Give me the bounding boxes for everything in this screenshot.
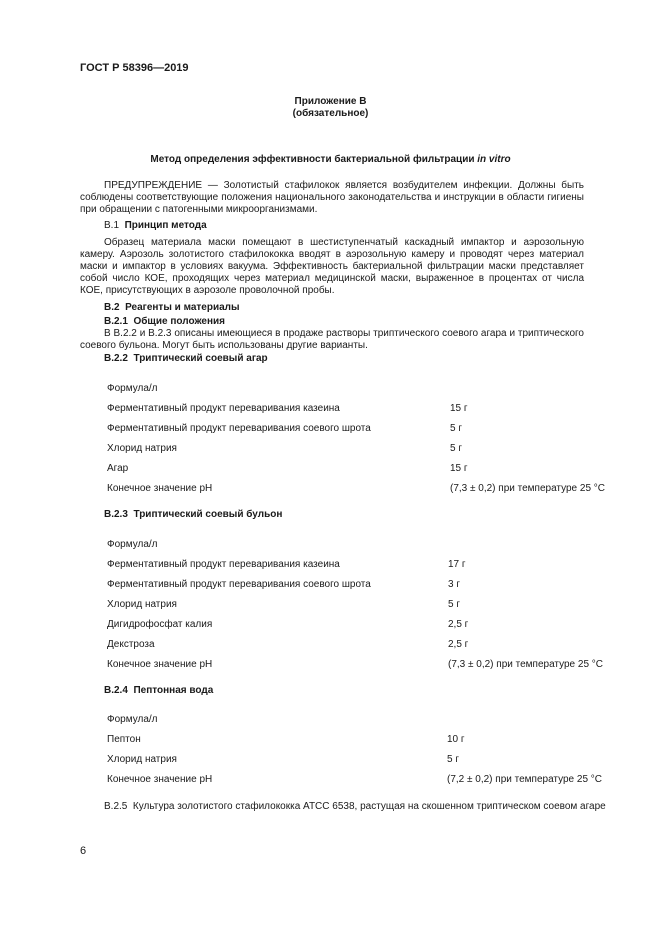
- ingredient-amount: (7,3 ± 0,2) при температуре 25 °С: [448, 659, 604, 670]
- ingredient-name: Ферментативный продукт переваривания соевого шрота: [107, 579, 371, 590]
- ingredient-name: Хлорид натрия: [107, 754, 177, 765]
- table-row: [107, 639, 627, 651]
- ingredient-amount: 3 г: [448, 579, 460, 590]
- document-title-italic: in vitro: [477, 154, 511, 165]
- formula-label: Формула/л: [107, 714, 158, 725]
- section-number: В.2.5: [104, 801, 128, 812]
- section-heading-b22: [104, 353, 268, 365]
- ingredient-name: Хлорид натрия: [107, 599, 177, 610]
- ingredient-amount: 5 г: [450, 443, 462, 454]
- ingredient-name: Декстроза: [107, 639, 155, 650]
- table-row: [107, 659, 627, 671]
- section-number: В.2.1: [104, 316, 128, 327]
- ingredient-name: Ферментативный продукт переваривания казеина: [107, 559, 340, 570]
- section-title: Триптический соевый бульон: [133, 509, 283, 520]
- section-heading-b1: [104, 220, 207, 232]
- document-header: ГОСТ Р 58396—2019: [80, 62, 189, 74]
- section-b1-text: Образец материала маски помещают в шестиступенчатый каскадный импактор и аэрозольную камеру. Аэрозоль золотистого стафилококка вводят в аэрозольную камеру и проводят через материал маски и импактор в условиях вакуума. Эффективность бактериальной фильтрации маски представляет собой число КОЕ, проходящих через материал медицинской маски, выраженное в процентах от числа КОЕ, присутствующих в аэрозоле проволочной пробы.: [80, 237, 584, 296]
- ingredient-amount: (7,3 ± 0,2) при температуре 25 °С: [450, 483, 606, 494]
- ingredient-amount: 15 г: [450, 403, 468, 414]
- section-title: Принцип метода: [124, 220, 207, 231]
- ingredient-amount: 15 г: [450, 463, 468, 474]
- table-row: [107, 403, 627, 415]
- document-title: [0, 154, 661, 166]
- table-row: [107, 463, 627, 475]
- ingredient-name: Ферментативный продукт переваривания соевого шрота: [107, 423, 371, 434]
- section-number: В.2: [104, 302, 120, 313]
- section-title: Пептонная вода: [133, 685, 214, 696]
- appendix-status: (обязательное): [292, 108, 369, 119]
- ingredient-amount: 5 г: [448, 599, 460, 610]
- section-text: Культура золотистого стафилококка АТСС 6538, растущая на скошенном триптическом соевом агаре: [132, 801, 606, 812]
- section-number: В.2.4: [104, 685, 128, 696]
- section-number: В.1: [104, 220, 120, 231]
- ingredient-amount: 5 г: [447, 754, 459, 765]
- section-number: В.2.3: [104, 509, 128, 520]
- section-title: Триптический соевый агар: [133, 353, 268, 364]
- ingredient-amount: 5 г: [450, 423, 462, 434]
- section-title: Реагенты и материалы: [125, 302, 240, 313]
- section-heading-b24: [104, 685, 213, 697]
- ingredient-name: Ферментативный продукт переваривания казеина: [107, 403, 340, 414]
- table-row: [107, 443, 627, 455]
- formula-label: Формула/л: [107, 539, 158, 550]
- ingredient-name: Конечное значение рН: [107, 483, 213, 494]
- ingredient-name: Агар: [107, 463, 129, 474]
- section-title: Общие положения: [133, 316, 225, 327]
- table-row: [107, 734, 627, 746]
- ingredient-name: Хлорид натрия: [107, 443, 177, 454]
- ingredient-name: Пептон: [107, 734, 141, 745]
- table-row: [107, 423, 627, 435]
- table-row: [107, 774, 627, 786]
- ingredient-name: Конечное значение рН: [107, 659, 213, 670]
- ingredient-amount: 2,5 г: [448, 639, 469, 650]
- ingredient-amount: 10 г: [447, 734, 465, 745]
- section-b21-text: В В.2.2 и В.2.3 описаны имеющиеся в продаже растворы триптического соевого агара и триптического соевого бульона. Могут быть использованы другие варианты.: [80, 328, 584, 351]
- ingredient-amount: 2,5 г: [448, 619, 469, 630]
- section-heading-b21: [104, 316, 225, 328]
- section-number: В.2.2: [104, 353, 128, 364]
- section-heading-b2: [104, 302, 240, 314]
- table-row: [107, 619, 627, 631]
- ingredient-name: Конечное значение рН: [107, 774, 213, 785]
- appendix-title: Приложение В: [294, 96, 367, 107]
- table-row: [107, 483, 627, 495]
- table-row: [107, 579, 627, 591]
- section-b25: [104, 801, 606, 813]
- warning-paragraph: ПРЕДУПРЕЖДЕНИЕ — Золотистый стафилокок является возбудителем инфекции. Должны быть соблюдены соответствующие положения национального законодательства и инструкции в области гигиены при обращении с патогенными микроорганизмами.: [80, 180, 584, 215]
- section-heading-b23: [104, 509, 282, 521]
- table-row: [107, 599, 627, 611]
- ingredient-amount: 17 г: [448, 559, 466, 570]
- formula-label: Формула/л: [107, 383, 158, 394]
- table-row: [107, 754, 627, 766]
- table-row: [107, 559, 627, 571]
- page-number: 6: [80, 845, 87, 857]
- document-title-main: Метод определения эффективности бактериальной фильтрации: [150, 154, 478, 165]
- ingredient-amount: (7,2 ± 0,2) при температуре 25 °С: [447, 774, 603, 785]
- ingredient-name: Дигидрофосфат калия: [107, 619, 213, 630]
